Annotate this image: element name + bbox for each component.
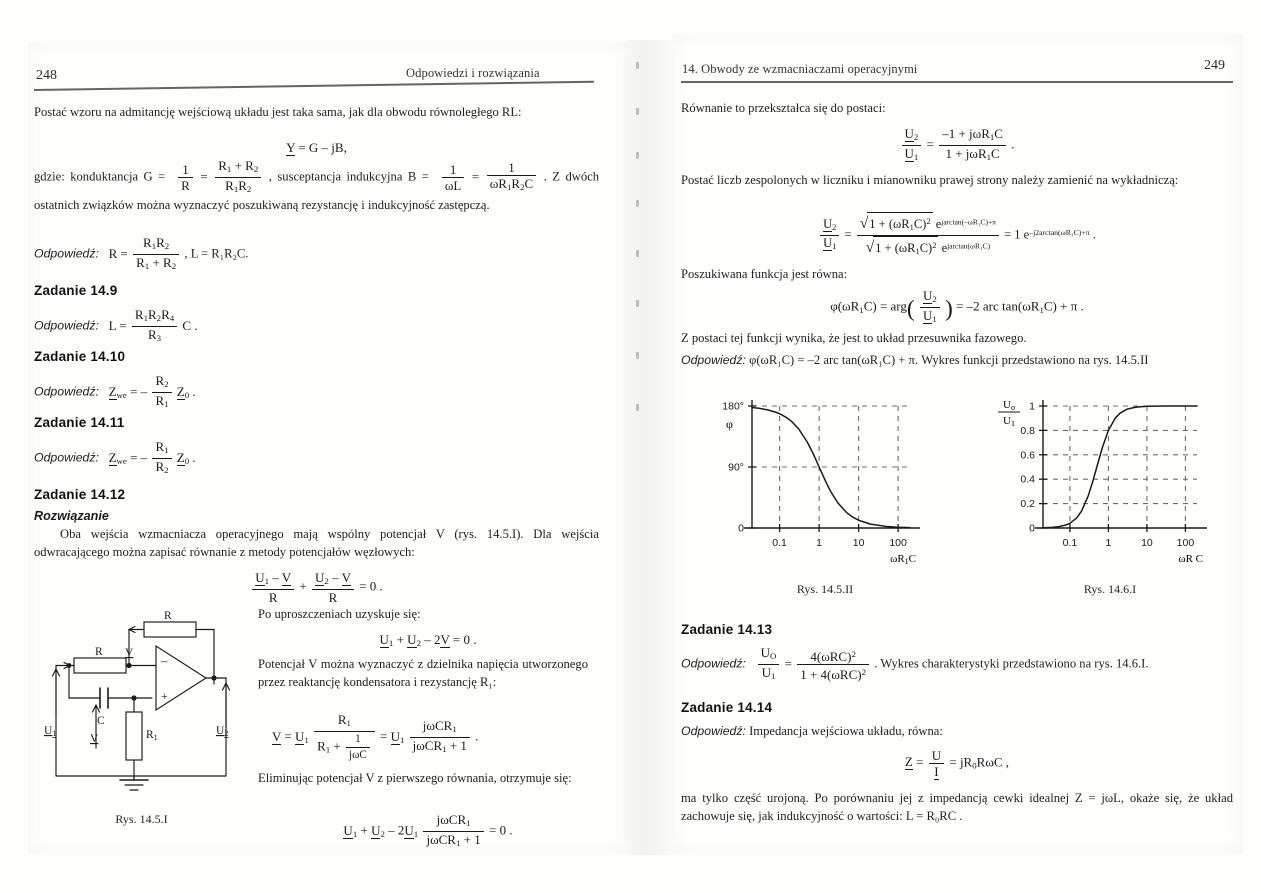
answer-label: Odpowiedź: xyxy=(681,656,746,671)
equation-node: $\frac{U_1 - V}{R}$ + $\frac{U_2 - V}{R}$ = 0 . xyxy=(34,570,599,605)
figure-caption-14-6-I: Rys. 14.6.I xyxy=(1083,582,1137,596)
y-tick-label: 0.4 xyxy=(1020,473,1035,486)
x-tick-label: 100 xyxy=(1176,537,1195,549)
y-tick-label: 90° xyxy=(728,461,744,474)
answer-14-14-tail: ma tylko część urojoną. Po porównaniu jej z impedancją cewki idealnej Z = jωL, okaże się, że układ zachowuje się, jak indukcyjność o wartości: L = R₀RC . xyxy=(681,791,1233,823)
label-r1: R1 xyxy=(146,729,158,742)
solution-paragraph-2: Po uproszczeniach uzyskuje się: xyxy=(258,607,421,621)
label-v-node: V xyxy=(125,647,134,659)
scan-edge-artifact xyxy=(636,250,639,257)
figure-caption-14-5-I: Rys. 14.5.I xyxy=(115,812,168,826)
y-tick-label: 1 xyxy=(1029,400,1035,413)
scan-edge-artifact xyxy=(636,300,639,307)
y-tick-label: 0.6 xyxy=(1020,449,1035,462)
answer-14-10: Odpowiedź: $Z_{we}$ = – $\frac{R_2}{R_1}$ $Z_0$ . xyxy=(34,373,196,410)
label-r-input: R xyxy=(95,646,103,658)
equation-simplified: $U_1 + U_2 - 2V = 0$ . xyxy=(379,632,477,649)
solution-paragraph-4: Eliminując potencjał V z pierwszego równania, otrzymuje się: xyxy=(258,771,572,785)
answer-label: Odpowiedź: xyxy=(681,724,746,738)
task-heading-14-14: Zadanie 14.14 xyxy=(681,700,773,715)
right-paragraph-2: Postać liczb zespolonych w liczniku i mianowniku prawej strony należy zamienić na wykładniczą: xyxy=(681,173,1179,187)
right-paragraph-4: Z postaci tej funkcji wynika, że jest to układ przesuwnika fazowego. xyxy=(681,331,1027,345)
intro-p2-a: gdzie: konduktancja G = xyxy=(34,169,166,184)
answer-label: Odpowiedź: xyxy=(34,246,99,261)
solution-paragraph-3: Potencjał V można wyznaczyć z dzielnika napięcia utworzonego przez reaktancję kondensatora i rezystancję R₁: xyxy=(258,657,588,689)
intro-p2-b: , susceptancja indukcyjna B = xyxy=(268,169,429,184)
label-minus: – xyxy=(161,653,168,668)
page-number-left: 248 xyxy=(36,68,57,83)
label-plus: + xyxy=(161,689,168,703)
chart-phase-14-5-II xyxy=(700,388,950,568)
right-paragraph-1: Równanie to przekształca się do postaci: xyxy=(681,101,886,115)
svg-text:Uo: Uo xyxy=(1003,399,1015,412)
page-header-left: Odpowiedzi i rozwiązania xyxy=(406,66,540,80)
answer-14-12-text: φ(ωR₁C) = –2 arc tan(ωR₁C) + π. Wykres funkcji przedstawiono na rys. 14.5.II xyxy=(749,353,1149,367)
y-axis-label: φ xyxy=(726,417,733,431)
answer-14-13: Odpowiedź: $\frac{U_O}{U_1}$ = $\frac{4(\omega RC)^2}{1 + 4(\omega RC)^2}$ . Wykres charakterystyki przedstawiono na rys. 14.6.I. xyxy=(681,645,1149,683)
equation-transfer: $\frac{U_2}{U_1}$ = $\frac{-1 + j\omega R_1C}{1 + j\omega R_1C}$ . xyxy=(681,126,1233,165)
answer-label: Odpowiedź: xyxy=(34,384,99,399)
label-u2: U2 xyxy=(216,725,229,738)
chart-magnitude-14-6-I xyxy=(985,388,1235,568)
label-v-plus: V xyxy=(90,733,99,745)
equation-final-left: $U_1 + U_2 - 2U_1$ $\frac{j\omega CR_1}{j\omega CR_1 + 1}$ = 0 . xyxy=(343,812,513,849)
equation-exponential: $\frac{U_2}{U_1}$ = $\frac{√1 + (\omega R_1C)^2 e^{jarctan(-\omega R_1C)+\pi}}{√1 + (\omega R_1C)^2 e^{jarctan(\omega R_1C)}}$ = 1 $e^{-j2arctan(\omega R_1C)+\pi}$ . xyxy=(681,212,1233,259)
answer-148: Odpowiedź: R = $\frac{R_1R_2}{R_1 + R_2}$ , L = R₁R₂C. xyxy=(34,235,249,272)
task-heading-14-12: Zadanie 14.12 xyxy=(34,487,126,502)
scan-edge-artifact xyxy=(636,200,639,207)
x-tick-label: 0.1 xyxy=(772,537,787,549)
left-intro-paragraph: Postać wzoru na admitancję wejściową układu jest taka sama, jak dla obwodu równoległego RL: xyxy=(34,105,522,119)
y-tick-label: 0 xyxy=(1029,522,1035,535)
label-u1: U1 xyxy=(44,725,57,738)
scan-edge-artifact xyxy=(636,404,639,411)
answer-label: Odpowiedź: xyxy=(34,318,99,333)
y-tick-label: 0.2 xyxy=(1020,498,1035,511)
book-gutter-shadow xyxy=(628,40,672,855)
x-tick-label: 10 xyxy=(852,537,865,549)
x-tick-label: 1 xyxy=(816,537,823,549)
answer-label: Odpowiedź: xyxy=(34,450,99,465)
equation-Y: Y = G – jB, xyxy=(286,140,347,155)
label-r-feedback: R xyxy=(164,610,172,622)
x-tick-label: 10 xyxy=(1141,537,1153,549)
y-tick-label: 0 xyxy=(738,522,744,535)
y-tick-label: 180° xyxy=(722,400,744,413)
svg-text:U1: U1 xyxy=(1003,415,1015,428)
x-axis-label: ωR C xyxy=(1178,553,1203,565)
answer-14-12 xyxy=(681,352,1233,370)
x-tick-label: 0.1 xyxy=(1062,537,1078,549)
intro-p2-c: . Z dwóch ostatnich związków można wyznaczyć poszukiwaną rezystancję i indukcyjność zastępczą. xyxy=(34,169,600,213)
answer-14-14-lead-text: Impedancja wejściowa układu, równa: xyxy=(749,724,943,738)
answer-14-9: Odpowiedź: L = $\frac{R_1R_2R_4}{R_3}$ C . xyxy=(34,307,198,344)
left-intro-paragraph-2: gdzie: konduktancja G = $\frac{1}{R}$ = $\frac{R_1 + R_2}{R_1R_2}$ , susceptancja indukcyjna B = $\frac{1}{\omega L}$ = $\frac{1}{\omega R_1R_2C}$ . Z dwóch ostatnich związków można wyznaczyć poszukiwaną rezystancję i indukcyjność zastępczą. xyxy=(34,158,600,213)
y-axis-label xyxy=(998,399,1020,428)
equation-phase: $\varphi(\omega R_1C) = arg$( $\frac{U_2}{U_1}$ ) = –2 arc $\tan(\omega R_1C) + \pi$ . xyxy=(830,288,1084,325)
right-paragraph-3: Poszukiwana funkcja jest równa: xyxy=(681,267,848,281)
x-tick-label: 100 xyxy=(889,537,907,549)
y-tick-label: 0.8 xyxy=(1020,424,1035,437)
task-heading-14-9: Zadanie 14.9 xyxy=(34,283,118,298)
scan-edge-artifact xyxy=(636,352,639,359)
solution-paragraph-1: Oba wejścia wzmacniacza operacyjnego mają wspólny potencjał V (rys. 14.5.I). Dla wejścia odwracającego można zapisać równanie z metody potencjałów węzłowych: xyxy=(34,527,599,559)
scan-edge-artifact xyxy=(636,152,639,159)
task-heading-14-11: Zadanie 14.11 xyxy=(34,415,125,430)
equation-impedance: Z = $\frac{U}{I}$ = $jR_0R\omega C$ , xyxy=(904,748,1010,779)
solution-label: Rozwiązanie xyxy=(34,509,109,523)
figure-caption-14-5-II: Rys. 14.5.II xyxy=(796,582,854,596)
answer-label: Odpowiedź: xyxy=(681,353,746,367)
label-c: C xyxy=(97,715,105,727)
circuit-diagram-14-5-I xyxy=(34,608,249,813)
page-header-right: 14. Obwody ze wzmacniaczami operacyjnymi xyxy=(682,62,918,76)
answer-14-11: Odpowiedź: $Z_{we}$ = – $\frac{R_1}{R_2}$ $Z_0$ . xyxy=(34,439,196,476)
task-heading-14-10: Zadanie 14.10 xyxy=(34,349,126,364)
answer-148-tail: , L = R₁R₂C. xyxy=(184,246,249,261)
equation-divider: $V = U_1$ $R_1$ $R_1$ + $\frac{1}{\text{jωC}}$ = $U_1$ $\frac{j\omega CR_1}{j\omega CR_1 + 1}$ . xyxy=(272,712,479,762)
x-tick-label: 1 xyxy=(1105,537,1112,549)
x-axis-label: ωR1C xyxy=(890,553,916,566)
header-rule-right xyxy=(681,81,1233,83)
scan-edge-artifact xyxy=(636,108,639,115)
answer-14-14-lead xyxy=(681,723,1233,741)
task-heading-14-13: Zadanie 14.13 xyxy=(681,622,773,637)
scan-edge-artifact xyxy=(636,62,639,69)
page-number-right: 249 xyxy=(1204,58,1225,73)
answer-14-13-tail: . Wykres charakterystyki przedstawiono na rys. 14.6.I. xyxy=(874,656,1149,671)
